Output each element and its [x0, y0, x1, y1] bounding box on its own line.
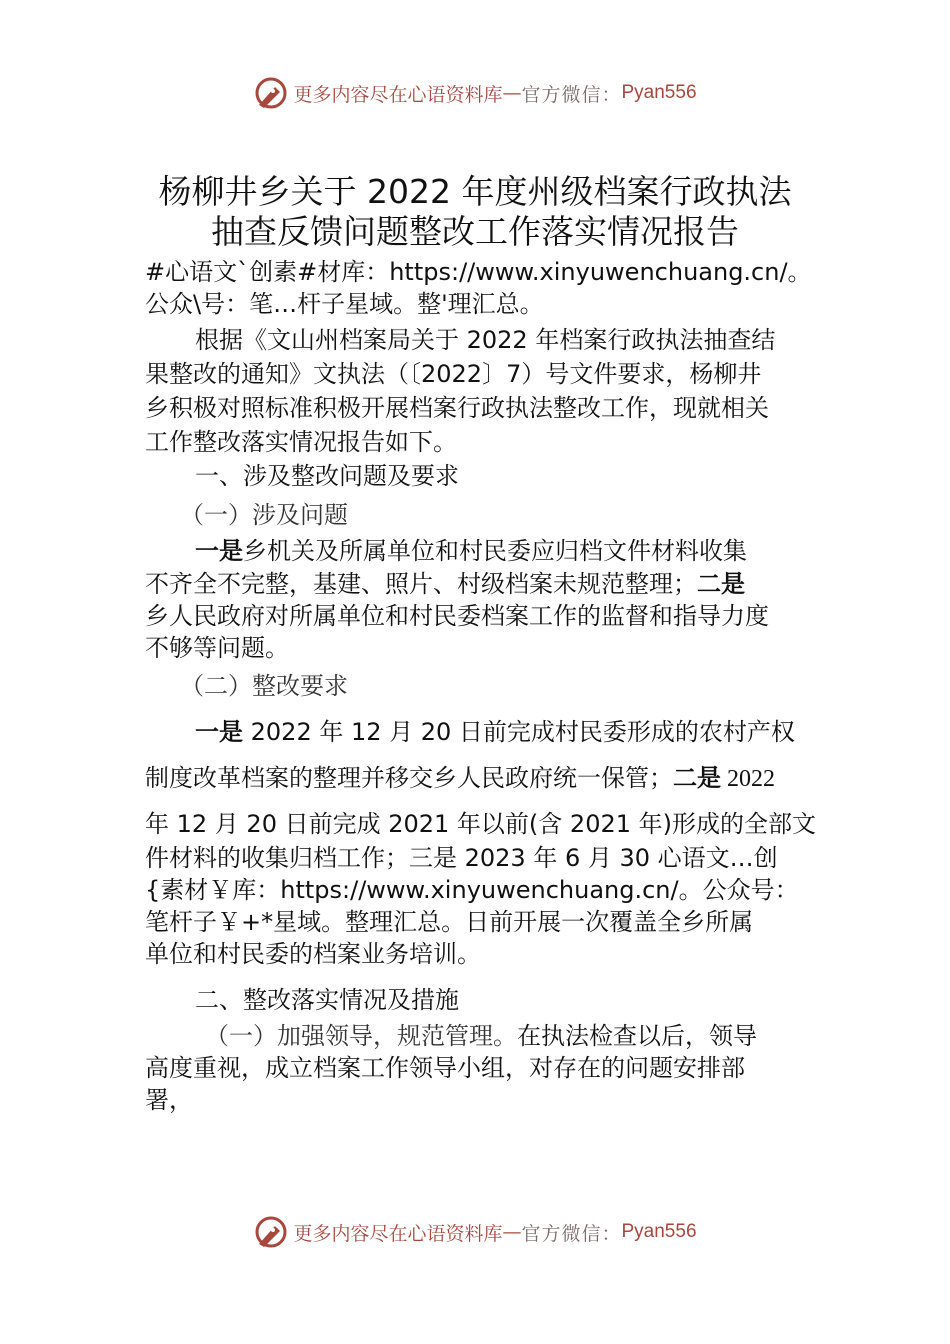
bold-marker: 二是	[673, 764, 721, 792]
body-line: 年 12 月 20 日前完成 2021 年以前(含 2021 年)形成的全部文	[145, 810, 816, 838]
body-line	[205, 1020, 810, 1052]
body-line	[195, 535, 810, 567]
body-line	[195, 716, 810, 748]
footer-banner	[0, 1212, 950, 1252]
body-text: 制度改革档案的整理并移交乡人民政府统一保管；	[145, 764, 673, 792]
body-line: 工作整改落实情况报告如下。	[145, 428, 457, 456]
body-line: {素材￥库：https://www.xinyuwenchuang.cn/。公众号：	[145, 876, 799, 904]
pen-nib-logo-icon	[253, 75, 289, 111]
subsection-heading: （一）涉及问题	[180, 501, 348, 529]
section-heading-1: 一、涉及整改问题及要求	[195, 462, 459, 490]
body-text: 不齐全不完整，基建、照片、村级档案未规范整理；	[145, 570, 697, 598]
banner-wechat-id: Pyan556	[621, 1221, 697, 1242]
body-text: 乡机关及所属单位和村民委应归档文件材料收集	[243, 537, 747, 565]
body-text: 在执法检查以后，领导	[517, 1022, 757, 1050]
banner-wechat-label: 官方微信：	[521, 83, 622, 106]
banner-text: 更多内容尽在心语资料库	[293, 1222, 503, 1245]
body-line: 果整改的通知》文执法（〔2022〕7）号文件要求，杨柳井	[145, 360, 762, 388]
banner-text: 更多内容尽在心语资料库	[293, 83, 503, 106]
header-banner	[0, 73, 950, 113]
banner-wechat-id: Pyan556	[621, 82, 697, 103]
bold-marker: 一是	[195, 718, 243, 746]
banner-separator: —	[502, 82, 522, 104]
body-line	[145, 568, 810, 600]
body-line: 乡积极对照标准积极开展档案行政执法整改工作，现就相关	[145, 394, 769, 422]
subsection-heading: （一）加强领导，规范管理。	[205, 1022, 517, 1050]
body-line: 笔杆子￥+*星域。整理汇总。日前开展一次覆盖全乡所属	[145, 908, 754, 936]
body-line: #心语文`创素#材库：https://www.xinyuwenchuang.cn/。	[145, 258, 812, 286]
body-line: 单位和村民委的档案业务培训。	[145, 940, 481, 968]
body-line: 公众\号：笔…杆子星域。整'理汇总。	[145, 290, 544, 318]
body-line: 件材料的收集归档工作；三是 2023 年 6 月 30 心语文…创	[145, 844, 778, 872]
section-heading-2: 二、整改落实情况及措施	[195, 986, 459, 1014]
body-line: 高度重视，成立档案工作领导小组，对存在的问题安排部	[145, 1054, 745, 1082]
document-title-line-2: 抽查反馈问题整改工作落实情况报告	[211, 212, 739, 251]
banner-separator: —	[502, 1221, 522, 1243]
body-line: 根据《文山州档案局关于 2022 年档案行政执法抽查结	[195, 326, 776, 354]
body-line	[145, 762, 810, 795]
body-text: 2022	[721, 766, 775, 792]
body-line: 不够等问题。	[145, 634, 289, 662]
body-line: 乡人民政府对所属单位和村民委档案工作的监督和指导力度	[145, 602, 769, 630]
pen-nib-logo-icon	[253, 1214, 289, 1250]
subsection-heading: （二）整改要求	[180, 672, 348, 700]
bold-marker: 二是	[697, 570, 745, 598]
body-line: 署，	[145, 1086, 193, 1114]
document-title-line-1: 杨柳井乡关于 2022 年度州级档案行政执法	[158, 172, 792, 211]
banner-wechat-label: 官方微信：	[521, 1222, 622, 1245]
bold-marker: 一是	[195, 537, 243, 565]
body-text: 2022 年 12 月 20 日前完成村民委形成的农村产权	[243, 718, 795, 746]
